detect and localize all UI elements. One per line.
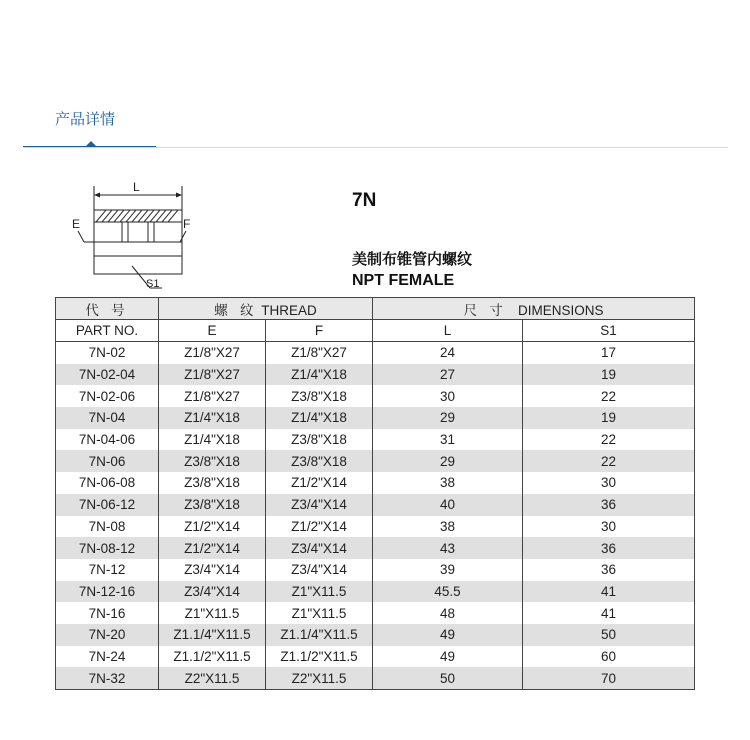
part-no-cell: 7N-06-08 (56, 472, 159, 494)
part-no-cell: 7N-12 (56, 559, 159, 581)
part-no-cell: 7N-04 (56, 407, 159, 429)
part-no-cell: 7N-02-06 (56, 385, 159, 407)
thread-f-cell: Z3/8"X18 (266, 450, 373, 472)
table-row (56, 581, 695, 603)
part-no-cell: 7N-02-04 (56, 364, 159, 386)
thread-f-cell: Z3/4"X14 (266, 559, 373, 581)
part-no-cell: 7N-06 (56, 450, 159, 472)
length-l-cell: 39 (373, 559, 523, 581)
hex-s1-cell: 22 (523, 429, 695, 451)
hex-s1-cell: 60 (523, 646, 695, 668)
header-col-S1: S1 (523, 320, 695, 342)
thread-f-cell: Z1/4"X18 (266, 364, 373, 386)
thread-e-cell: Z1/8"X27 (159, 385, 266, 407)
header-thread (159, 298, 373, 320)
diagram-label-S1: S1 (146, 278, 160, 290)
thread-e-cell: Z1/4"X18 (159, 429, 266, 451)
table-row (56, 646, 695, 668)
table-row (56, 385, 695, 407)
part-no-cell: 7N-32 (56, 667, 159, 689)
thread-e-cell: Z1/4"X18 (159, 407, 266, 429)
header-thread-cn: 螺 纹 (214, 302, 258, 319)
length-l-cell: 50 (373, 667, 523, 689)
header-part-en: PART NO. (56, 320, 159, 342)
spec-table (55, 297, 695, 690)
part-no-cell: 7N-16 (56, 602, 159, 624)
part-no-cell: 7N-02 (56, 342, 159, 364)
thread-e-cell: Z1/8"X27 (159, 342, 266, 364)
thread-e-cell: Z3/4"X14 (159, 559, 266, 581)
hex-s1-cell: 22 (523, 450, 695, 472)
thread-f-cell: Z1/4"X18 (266, 407, 373, 429)
thread-e-cell: Z1.1/4"X11.5 (159, 624, 266, 646)
length-l-cell: 30 (373, 385, 523, 407)
thread-e-cell: Z1.1/2"X11.5 (159, 646, 266, 668)
header-col-L: L (373, 320, 523, 342)
thread-e-cell: Z3/4"X14 (159, 581, 266, 603)
table-row (56, 494, 695, 516)
table-row (56, 429, 695, 451)
table-row (56, 602, 695, 624)
hex-s1-cell: 41 (523, 581, 695, 603)
part-no-cell: 7N-24 (56, 646, 159, 668)
length-l-cell: 48 (373, 602, 523, 624)
part-no-cell: 7N-20 (56, 624, 159, 646)
hex-s1-cell: 19 (523, 364, 695, 386)
header-col-E: E (159, 320, 266, 342)
length-l-cell: 49 (373, 624, 523, 646)
length-l-cell: 45.5 (373, 581, 523, 603)
hex-s1-cell: 19 (523, 407, 695, 429)
length-l-cell: 43 (373, 537, 523, 559)
thread-e-cell: Z3/8"X18 (159, 494, 266, 516)
thread-f-cell: Z1/8"X27 (266, 342, 373, 364)
hex-s1-cell: 50 (523, 624, 695, 646)
table-row (56, 364, 695, 386)
product-code: 7N (352, 190, 377, 211)
diagram-label-F: F (183, 217, 191, 231)
length-l-cell: 49 (373, 646, 523, 668)
part-no-cell: 7N-08 (56, 516, 159, 538)
length-l-cell: 24 (373, 342, 523, 364)
part-no-cell: 7N-08-12 (56, 537, 159, 559)
length-l-cell: 40 (373, 494, 523, 516)
thread-e-cell: Z1/8"X27 (159, 364, 266, 386)
table-row (56, 559, 695, 581)
part-no-cell: 7N-04-06 (56, 429, 159, 451)
thread-f-cell: Z1.1/2"X11.5 (266, 646, 373, 668)
hex-s1-cell: 36 (523, 559, 695, 581)
header-col-F: F (266, 320, 373, 342)
table-row (56, 342, 695, 364)
length-l-cell: 27 (373, 364, 523, 386)
part-no-cell: 7N-06-12 (56, 494, 159, 516)
header-dimensions (373, 298, 695, 320)
thread-e-cell: Z1"X11.5 (159, 602, 266, 624)
table-row (56, 624, 695, 646)
table-row (56, 667, 695, 689)
thread-f-cell: Z1"X11.5 (266, 581, 373, 603)
header-dim-en: DIMENSIONS (518, 302, 604, 318)
thread-e-cell: Z3/8"X18 (159, 472, 266, 494)
hex-s1-cell: 41 (523, 602, 695, 624)
thread-e-cell: Z2"X11.5 (159, 667, 266, 689)
table-row (56, 537, 695, 559)
table-row (56, 407, 695, 429)
diagram-label-E: E (72, 217, 81, 231)
hex-s1-cell: 17 (523, 342, 695, 364)
hex-s1-cell: 22 (523, 385, 695, 407)
product-name-cn: 美制布锥管内螺纹 (352, 250, 473, 268)
thread-f-cell: Z3/8"X18 (266, 385, 373, 407)
thread-f-cell: Z1/2"X14 (266, 472, 373, 494)
spec-table-body (56, 342, 695, 690)
hex-s1-cell: 70 (523, 667, 695, 689)
part-no-cell: 7N-12-16 (56, 581, 159, 603)
header-thread-en: THREAD (261, 302, 317, 318)
table-row (56, 516, 695, 538)
diagram-label-L: L (133, 180, 140, 194)
thread-f-cell: Z1.1/4"X11.5 (266, 624, 373, 646)
hex-s1-cell: 30 (523, 516, 695, 538)
table-row (56, 472, 695, 494)
product-name-en: NPT FEMALE (352, 272, 455, 289)
thread-f-cell: Z3/8"X18 (266, 429, 373, 451)
section-tab-title[interactable]: 产品详情 (55, 110, 116, 128)
hex-s1-cell: 36 (523, 494, 695, 516)
thread-f-cell: Z3/4"X14 (266, 494, 373, 516)
length-l-cell: 31 (373, 429, 523, 451)
length-l-cell: 38 (373, 472, 523, 494)
header-dim-cn: 尺 寸 (463, 302, 507, 319)
length-l-cell: 38 (373, 516, 523, 538)
thread-f-cell: Z1"X11.5 (266, 602, 373, 624)
thread-e-cell: Z1/2"X14 (159, 537, 266, 559)
thread-f-cell: Z3/4"X14 (266, 537, 373, 559)
length-l-cell: 29 (373, 407, 523, 429)
active-tab-caret (86, 141, 96, 146)
thread-f-cell: Z1/2"X14 (266, 516, 373, 538)
table-row (56, 450, 695, 472)
thread-e-cell: Z3/8"X18 (159, 450, 266, 472)
hex-s1-cell: 30 (523, 472, 695, 494)
thread-f-cell: Z2"X11.5 (266, 667, 373, 689)
thread-e-cell: Z1/2"X14 (159, 516, 266, 538)
header-part-cn: 代 号 (56, 298, 159, 320)
hex-s1-cell: 36 (523, 537, 695, 559)
fitting-diagram (70, 176, 205, 303)
length-l-cell: 29 (373, 450, 523, 472)
section-divider (23, 147, 728, 148)
